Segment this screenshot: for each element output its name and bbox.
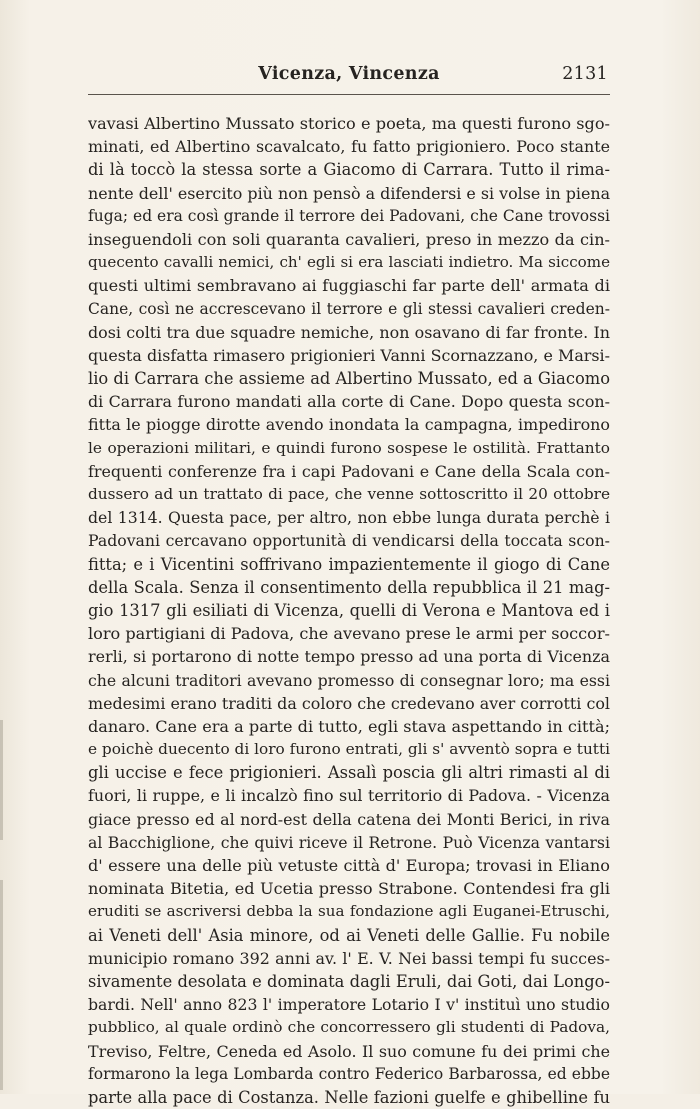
- text-line: al Bacchiglione, che quivi riceve il Retrone. Può Vicenza vantarsi: [88, 832, 610, 852]
- text-line: lio di Carrara che assieme ad Albertino Mussato, ed a Giacomo: [88, 369, 610, 389]
- text-line: nente dell' esercito più non pensò a difendersi e si volse in piena: [88, 183, 610, 203]
- text-line: fitta le piogge dirotte avendo inondata la campagna, impedirono: [88, 415, 610, 435]
- gutter-shadow: [0, 720, 3, 840]
- page-number: 2131: [562, 64, 608, 84]
- text-line: Treviso, Feltre, Ceneda ed Asolo. Il suo comune fu dei primi che: [88, 1041, 610, 1061]
- body-text: [88, 112, 610, 1109]
- text-line: della Scala. Senza il consentimento della repubblica il 21 mag-: [88, 577, 610, 597]
- text-line: formarono la lega Lombarda contro Federico Barbarossa, ed ebbe: [88, 1064, 610, 1083]
- text-line: fitta; e i Vicentini soffrivano impazientemente il giogo di Cane: [88, 554, 610, 574]
- text-line: medesimi erano traditi da coloro che credevano aver corrotti col: [88, 693, 610, 713]
- running-header: [88, 60, 610, 94]
- text-line: municipio romano 392 anni av. l' E. V. Nei bassi tempi fu succes-: [88, 948, 610, 968]
- text-line: fuori, li ruppe, e li incalzò fino sul territorio di Padova. - Vicenza: [88, 786, 610, 806]
- text-line: rerli, si portarono di notte tempo presso ad una porta di Vicenza: [88, 647, 610, 667]
- text-line: sivamente desolata e dominata dagli Eruli, dai Goti, dai Longo-: [88, 971, 610, 991]
- text-line: ai Veneti dell' Asia minore, od ai Veneti delle Gallie. Fu nobile: [88, 925, 610, 945]
- text-line: dosi colti tra due squadre nemiche, non osavano di far fronte. In: [88, 322, 610, 342]
- text-line: gio 1317 gli esiliati di Vicenza, quelli di Verona e Mantova ed i: [88, 600, 610, 620]
- text-line: Padovani cercavano opportunità di vendicarsi della toccata scon-: [88, 531, 610, 551]
- text-line: Cane, così ne accrescevano il terrore e gli stessi cavalieri creden-: [88, 299, 610, 318]
- text-line: di Carrara furono mandati alla corte di Cane. Dopo questa scon-: [88, 392, 610, 412]
- running-title: Vicenza, Vincenza: [258, 64, 440, 84]
- header-rule: [88, 94, 610, 95]
- text-line: minati, ed Albertino scavalcato, fu fatto prigioniero. Poco stante: [88, 137, 610, 157]
- text-line: questa disfatta rimasero prigionieri Vanni Scornazzano, e Marsi-: [88, 345, 610, 365]
- text-line: vavasi Albertino Mussato storico e poeta, ma questi furono sgo-: [88, 114, 610, 133]
- text-line: che alcuni traditori avevano promesso di consegnar loro; ma essi: [88, 670, 610, 690]
- text-line: eruditi se ascriversi debba la sua fondazione agli Euganei-Etruschi,: [88, 902, 610, 921]
- text-line: danaro. Cane era a parte di tutto, egli stava aspettando in città;: [88, 716, 610, 736]
- text-line: del 1314. Questa pace, per altro, non ebbe lunga durata perchè i: [88, 508, 610, 528]
- text-line: e poichè duecento di loro furono entrati, gli s' avventò sopra e tutti: [88, 740, 610, 759]
- text-line: loro partigiani di Padova, che avevano prese le armi per soccor-: [88, 624, 610, 644]
- text-line: giace presso ed al nord-est della catena dei Monti Berici, in riva: [88, 809, 610, 829]
- text-line: nominata Bitetia, ed Ucetia presso Strabone. Contendesi fra gli: [88, 879, 610, 899]
- text-line: parte alla pace di Costanza. Nelle fazioni guelfe e ghibelline fu: [88, 1087, 610, 1107]
- text-line: bardi. Nell' anno 823 l' imperatore Lotario I v' instituì uno studio: [88, 995, 610, 1015]
- gutter-shadow: [0, 880, 3, 1090]
- text-line: inseguendoli con soli quaranta cavalieri, preso in mezzo da cin-: [88, 229, 610, 249]
- text-line: pubblico, al quale ordinò che concorressero gli studenti di Padova,: [88, 1018, 610, 1037]
- text-line: gli uccise e fece prigionieri. Assalì poscia gli altri rimasti al di: [88, 763, 610, 783]
- text-line: quecento cavalli nemici, ch' egli si era lasciati indietro. Ma siccome: [88, 253, 610, 272]
- text-line: questi ultimi sembravano ai fuggiaschi far parte dell' armata di: [88, 276, 610, 296]
- text-line: d' essere una delle più vetuste città d' Europa; trovasi in Eliano: [88, 856, 610, 875]
- text-line: fuga; ed era così grande il terrore dei Padovani, che Cane trovossi: [88, 206, 610, 225]
- text-line: frequenti conferenze fra i capi Padovani e Cane della Scala con-: [88, 461, 610, 481]
- text-line: dussero ad un trattato di pace, che venne sottoscritto il 20 ottobre: [88, 485, 610, 503]
- text-line: di là toccò la stessa sorte a Giacomo di Carrara. Tutto il rima-: [88, 160, 610, 180]
- text-line: le operazioni militari, e quindi furono sospese le ostilità. Frattanto: [88, 438, 610, 457]
